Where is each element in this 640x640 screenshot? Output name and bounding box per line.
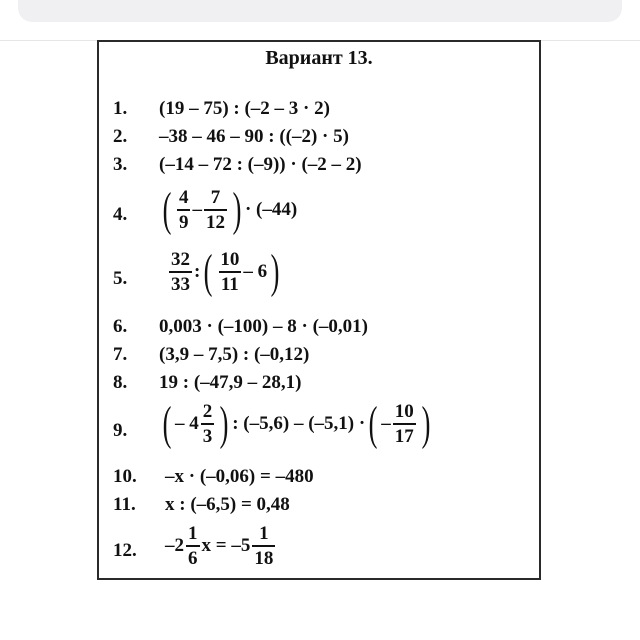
denominator: 6 [186, 545, 200, 568]
denominator: 11 [219, 271, 241, 294]
problem-expression: 19 : (–47,9 – 28,1) [159, 372, 302, 393]
fraction [169, 250, 192, 294]
problem-number: 7. [113, 344, 128, 365]
problem-expression: x : (–6,5) = 0,48 [165, 494, 290, 515]
close-paren: ) [219, 397, 229, 450]
numerator: 32 [171, 249, 190, 270]
problem-expression: (3,9 – 7,5) : (–0,12) [159, 344, 310, 365]
worksheet-card [97, 40, 541, 580]
browser-top-bar [0, 0, 640, 41]
open-paren: ( [162, 397, 172, 450]
close-paren: ) [270, 245, 280, 298]
fraction [218, 250, 241, 294]
expression-part: : (–5,6) – (–5,1) · [232, 413, 366, 434]
fraction [393, 402, 416, 446]
problem-expression: –x · (–0,06) = –480 [165, 466, 314, 487]
problem-number: 8. [113, 372, 128, 393]
fraction [201, 402, 215, 446]
problem-number: 9. [113, 420, 128, 441]
problem-number: 4. [113, 204, 128, 225]
expression-part: –2 [165, 535, 184, 556]
close-paren: ) [421, 397, 431, 450]
open-paren: ( [203, 245, 213, 298]
numerator: 10 [220, 249, 240, 270]
numerator: 1 [259, 523, 269, 544]
expression-part: – 4 [174, 413, 199, 434]
denominator: 18 [252, 545, 275, 568]
problem-expression: 0,003 · (–100) – 8 · (–0,01) [159, 316, 368, 337]
problem-number: 2. [113, 126, 128, 147]
problem-expression [167, 245, 283, 298]
denominator: 17 [393, 423, 416, 446]
fraction [177, 188, 191, 232]
numerator: 4 [178, 187, 189, 208]
open-paren: ( [368, 397, 378, 450]
problem-number: 11. [113, 494, 136, 515]
problem-number: 5. [113, 268, 128, 289]
problem-expression [159, 397, 434, 450]
operator: – [192, 199, 202, 220]
expression-part: – [381, 413, 391, 434]
problem-expression [165, 524, 277, 568]
denominator: 33 [169, 271, 192, 294]
denominator: 3 [201, 423, 215, 446]
problem-expression [159, 183, 298, 236]
problem-expression: –38 – 46 – 90 : ((–2) · 5) [159, 126, 349, 147]
problem-number: 1. [113, 98, 128, 119]
fraction [186, 524, 200, 568]
problem-number: 10. [113, 466, 137, 487]
denominator: 12 [204, 209, 227, 232]
fraction [204, 188, 227, 232]
expression-part: – 6 [243, 261, 268, 282]
operator: : [194, 261, 201, 282]
numerator: 7 [210, 187, 221, 208]
denominator: 9 [177, 209, 191, 232]
expression-part: x = –5 [201, 535, 251, 556]
numerator: 2 [202, 401, 213, 422]
fraction [252, 524, 275, 568]
problem-number: 6. [113, 316, 128, 337]
numerator: 10 [394, 401, 414, 422]
problem-expression: (–14 – 72 : (–9)) · (–2 – 2) [159, 154, 362, 175]
search-bar[interactable] [18, 0, 622, 22]
close-paren: ) [232, 183, 242, 236]
worksheet-title: Вариант 13. [265, 47, 373, 69]
open-paren: ( [162, 183, 172, 236]
problem-number: 12. [113, 540, 137, 561]
numerator: 1 [188, 523, 198, 544]
expression-tail: · (–44) [244, 199, 298, 220]
problem-number: 3. [113, 154, 128, 175]
problem-expression: (19 – 75) : (–2 – 3 · 2) [159, 98, 330, 119]
